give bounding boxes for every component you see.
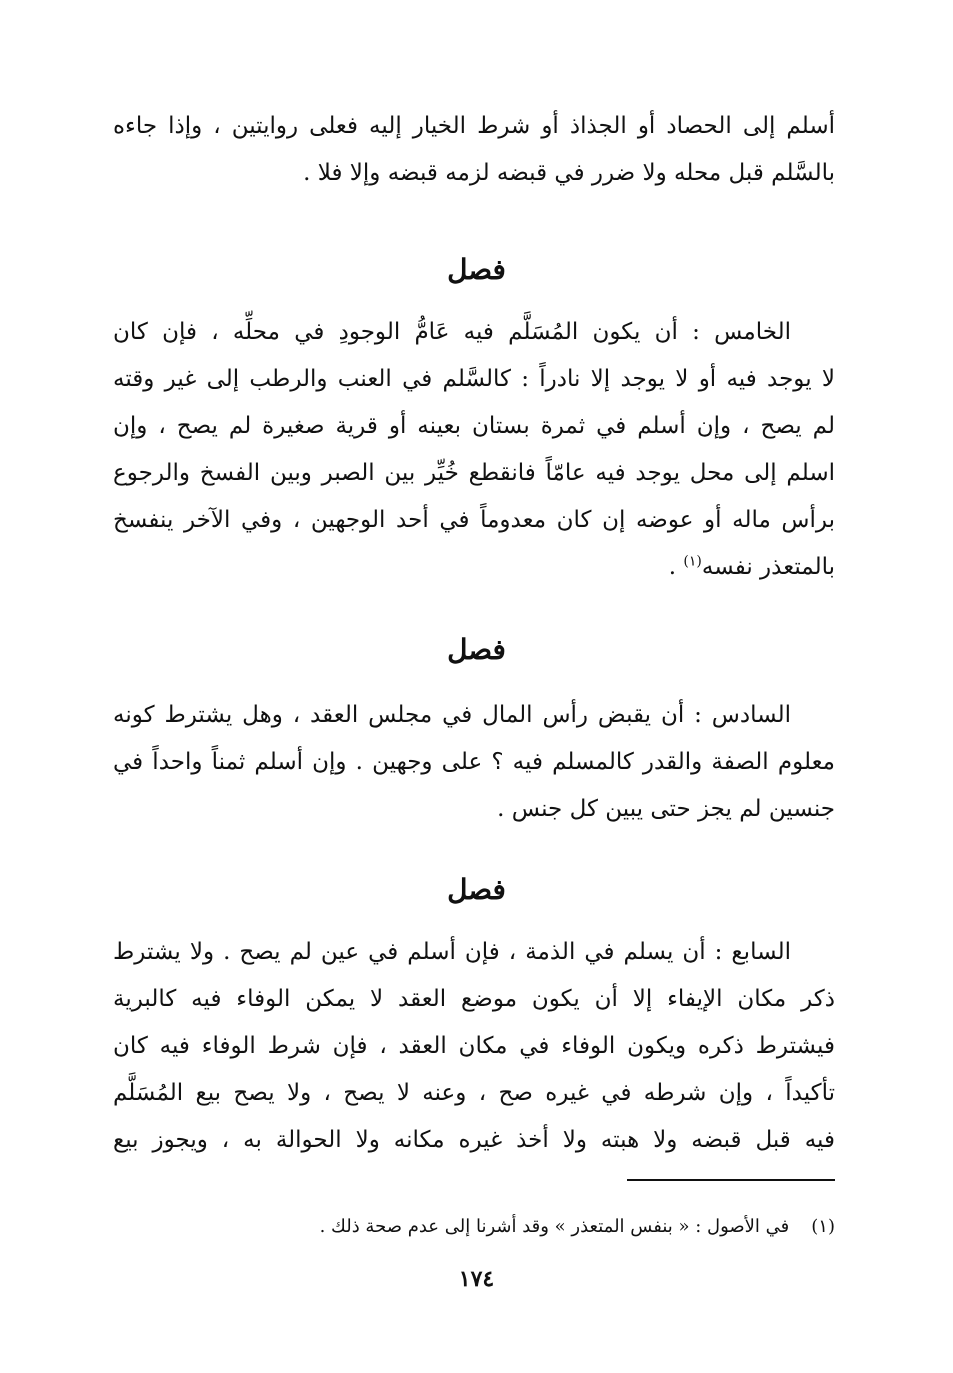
text-line: برأس ماله أو عوضه إن كان معدوماً في أحد الوجهين ، وفي الآخر ينفسخ xyxy=(113,507,835,533)
text-line: معلوم الصفة والقدر كالمسلم فيه ؟ على وجهين . وإن أسلم ثمناً واحداً في xyxy=(113,749,835,775)
text-line: ذكر مكان الإيفاء إلا أن يكون موضع العقد لا يمكن الوفاء فيه كالبرية xyxy=(113,986,835,1012)
footnote-number: (١) xyxy=(811,1216,835,1237)
text-fragment: بالمتعذر نفسه xyxy=(701,554,835,580)
text-line: فيه قبل قبضه ولا هبته ولا أخذ غيره مكانه ولا الحوالة به ، ويجوز بيع xyxy=(113,1127,835,1153)
footnote xyxy=(113,1212,835,1242)
text-line: تأكيداً ، وإن شرطه في غيره صح ، وعنه لا يصح ، ولا يصح بيع المُسَلَّم xyxy=(113,1080,835,1106)
paragraph-fifth-condition xyxy=(113,309,835,591)
text-line: أسلم إلى الحصاد أو الجذاذ أو شرط الخيار إليه فعلى روايتين ، وإذا جاءه xyxy=(113,113,835,139)
text-line: لم يصح ، وإن أسلم في ثمرة بستان بعينه أو قرية صغيرة لم يصح ، وإن xyxy=(113,413,835,439)
footnote-marker[interactable]: (١) xyxy=(683,553,702,570)
text-line: السابع : أن يسلم في الذمة ، فإن أسلم في عين لم يصح . ولا يشترط xyxy=(113,939,791,965)
paragraph-continuation xyxy=(113,103,835,197)
text-line: لا يوجد فيه أو لا يوجد إلا نادراً : كالسَّلم في العنب والرطب إلى غير وقته xyxy=(113,366,835,392)
text-line: بالسَّلم قبل محله ولا ضرر في قبضه لزمه قبضه وإلا فلا . xyxy=(303,160,835,186)
text-line: الخامس : أن يكون المُسَلَّم فيه عَامُّ الوجودِ في محلِّه ، فإن كان xyxy=(113,319,791,345)
paragraph-seventh-condition xyxy=(113,929,835,1164)
text-line: جنسين لم يجز حتى يبين كل جنس . xyxy=(497,796,835,822)
footnote-divider xyxy=(627,1179,835,1181)
text-line xyxy=(113,544,835,591)
text-line: اسلم إلى محل يوجد فيه عامّاً فانقطع خُيِّر بين الصبر وبين الفسخ والرجوع xyxy=(113,460,835,486)
text-line: فيشترط ذكره ويكون الوفاء في مكان العقد ، فإن شرط الوفاء فيه كان xyxy=(113,1033,835,1059)
section-heading: فصل xyxy=(447,873,506,906)
section-heading: فصل xyxy=(447,633,506,666)
paragraph-sixth-condition xyxy=(113,692,835,833)
footnote-text: في الأصول : « بنفس المتعذر » وقد أشرنا إلى عدم صحة ذلك . xyxy=(319,1216,790,1237)
text-fragment: . xyxy=(668,554,684,580)
text-line: السادس : أن يقبض رأس المال في مجلس العقد ، وهل يشترط كونه xyxy=(113,702,791,728)
section-heading: فصل xyxy=(447,253,506,286)
page-number: ١٧٤ xyxy=(458,1266,495,1292)
